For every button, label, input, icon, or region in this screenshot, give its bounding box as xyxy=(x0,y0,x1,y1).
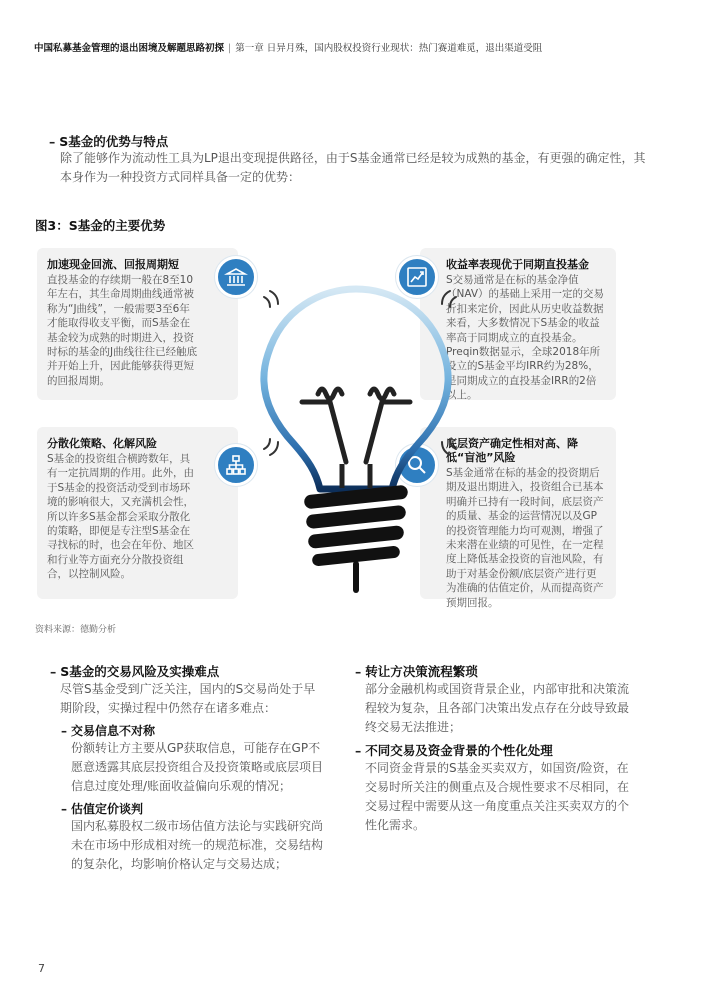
card-text: 直投基金的存续期一般在8至10年左右，其生命周期曲线通常被称为“J曲线”，一般需要3至6年才能取得收支平衡，而S基金在基金较为成熟的时期进入，投资时标的基金的J曲线往往已经触底并开始上升，因此能够获得更短的回报周期。 xyxy=(47,274,198,387)
advantage-card-diversification xyxy=(37,427,238,599)
intro-paragraph: 除了能够作为流动性工具为LP退出变现提供路径，由于S基金通常已经是较为成熟的基金，有更强的确定性，其本身作为一种投资方式同样具备一定的优势： xyxy=(60,151,646,184)
risk-item-text: 部分金融机构或国资背景企业，内部审批和决策流程较为复杂，且各部门决策出发点存在分歧导致最终交易无法推进； xyxy=(365,682,630,734)
dash-bullet: – xyxy=(61,802,67,816)
intro-heading-text: S基金的优势与特点 xyxy=(59,134,169,149)
dash-bullet: – xyxy=(355,664,362,679)
risks-heading xyxy=(50,662,325,680)
risk-item xyxy=(61,800,325,874)
risk-item-text: 不同资金背景的S基金买卖双方，如国资/险资，在交易时所关注的侧重点及合规性要求不尽相同，在交易过程中需要从这一角度重点关注买卖双方的个性化需求。 xyxy=(365,761,630,832)
risk-item-heading-text: 估值定价谈判 xyxy=(71,802,144,816)
risk-item-heading xyxy=(355,662,630,680)
advantage-card-cash-return xyxy=(37,248,238,400)
glow-marks-decoration xyxy=(260,284,460,459)
card-title: 分散化策略、化解风险 xyxy=(47,437,157,450)
risk-item-text: 国内私募股权二级市场估值方法论与实践研究尚未在市场中形成相对统一的规范标准，交易结构的复杂化，均影响价格认定与交易达成； xyxy=(71,819,324,871)
left-column xyxy=(50,662,325,874)
card-text: S基金通常在标的基金的投资期后期及退出期进入，投资组合已基本明确并已持有一段时间，底层资产的质量、基金的运营情况以及GP的投资管理能力均可观测，增强了未来潜在业绩的可见性，在一定程度上降低基金投资的盲池风险，有助于对基金份额/底层资产进行更为准确的估值定价，从而提高资产预期回报。 xyxy=(446,467,604,609)
risks-heading-text: S基金的交易风险及实操难点 xyxy=(60,664,220,679)
dash-bullet: – xyxy=(50,664,57,679)
figure-source: 资料来源：德勤分析 xyxy=(35,625,117,635)
figure-title: 图3：S基金的主要优势 xyxy=(35,218,166,233)
intro-heading xyxy=(49,132,168,150)
risk-item xyxy=(355,741,630,835)
card-title: 加速现金回流、回报周期短 xyxy=(47,258,179,271)
risk-item-heading-text: 转让方决策流程繁琐 xyxy=(365,664,478,679)
dash-bullet: – xyxy=(61,724,67,738)
risk-item xyxy=(355,662,630,737)
card-title: 收益率表现优于同期直投基金 xyxy=(446,258,589,271)
risk-item-heading xyxy=(355,741,630,759)
card-title: 底层资产确定性相对高、降低“盲池”风险 xyxy=(446,437,578,464)
page-header xyxy=(34,40,684,54)
risk-item-heading-text: 不同交易及资金背景的个性化处理 xyxy=(365,743,553,758)
card-text: S交易通常是在标的基金净值（NAV）的基础上采用一定的交易折扣来定价，因此从历史收益数据来看，大多数情况下S基金的收益率高于同期成立的直投基金。Preqin数据显示，全球2018年所设立的S基金平均IRR约为28%，是同期成立的直投基金IRR的2倍以上。 xyxy=(446,274,605,402)
chapter-title: 第一章 日异月殊，国内股权投资行业现状：热门赛道难觅，退出渠道受阻 xyxy=(235,43,543,54)
risk-item-heading xyxy=(61,800,325,817)
dash-bullet: – xyxy=(355,743,362,758)
dash-bullet: – xyxy=(49,134,56,149)
risk-item-text: 份额转让方主要从GP获取信息，可能存在GP不愿意透露其底层投资组合及投资策略或底层项目信息过度处理/账面收益偏向乐观的情况； xyxy=(71,741,324,793)
risk-item-heading xyxy=(61,722,325,739)
report-title: 中国私募基金管理的退出困境及解题思路初探 xyxy=(34,43,225,54)
right-column xyxy=(355,662,630,835)
risk-item-heading-text: 交易信息不对称 xyxy=(71,724,156,738)
risk-item xyxy=(61,722,325,796)
page-number: 7 xyxy=(38,962,45,975)
risks-paragraph: 尽管S基金受到广泛关注，国内的S交易尚处于早期阶段，实操过程中仍然存在诸多难点： xyxy=(60,682,316,715)
card-text: S基金的投资组合横跨数年，具有一定抗周期的作用。此外，由于S基金的投资活动受到市场环境的影响很大，又充满机会性，所以许多S基金都会采取分散化的策略，即便是专注型S基金在寻找标的时，也会在年份、地区和行业等方面充分分散投资组合，以控制风险。 xyxy=(47,453,194,581)
header-separator: | xyxy=(228,43,232,54)
